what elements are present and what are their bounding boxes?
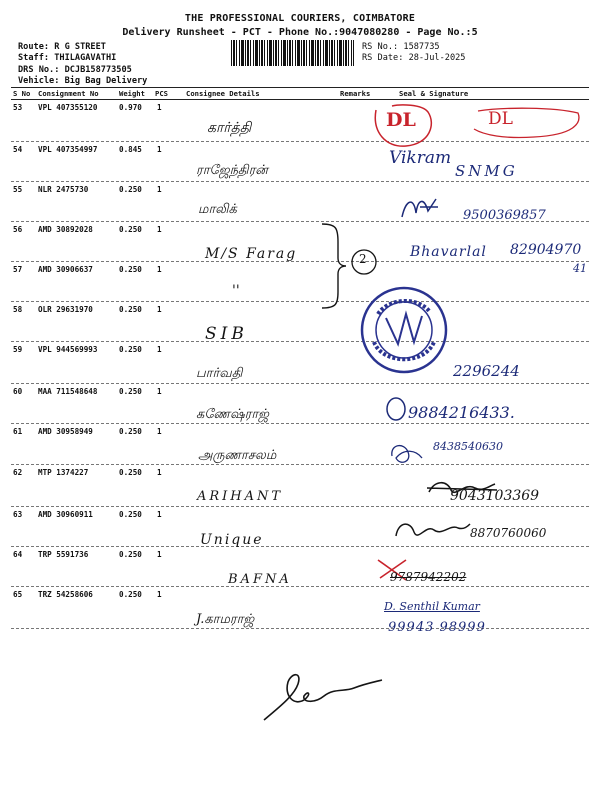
staff-label: Staff: THILAGAVATHI (18, 53, 117, 63)
rs-date: RS Date: 28-Jul-2025 (362, 53, 466, 63)
consignee-hw-60: கணேஷ்ராஜ் (196, 407, 269, 422)
row-pcs: 1 (157, 468, 162, 477)
consignee-hw-54: ராஜேந்திரன் (196, 163, 268, 178)
row-pcs: 1 (157, 510, 162, 519)
col-consignment: Consignment No (38, 89, 99, 98)
row-separator (11, 628, 589, 629)
runsheet-barcode (231, 40, 354, 66)
row-sno: 54 (13, 145, 23, 154)
row-pcs: 1 (157, 427, 162, 436)
phone-59: 2296244 (453, 362, 520, 380)
phone-63: 8870760060 (470, 526, 547, 540)
consignee-hw-55: மாலிக் (198, 202, 237, 217)
row-consignment-no: OLR 29631970 (38, 305, 93, 314)
runsheet-subtitle: Delivery Runsheet - PCT - Phone No.:9047080280 - Page No.:5 (122, 27, 478, 38)
row-separator (11, 546, 589, 547)
row-weight: 0.250 (119, 185, 142, 194)
phone-55: 9500369857 (463, 208, 546, 223)
circled-number: 2 (359, 252, 367, 266)
phone-64: 9787942202 (390, 570, 467, 584)
phone-62: 9043103369 (450, 488, 540, 504)
row-separator (11, 423, 589, 424)
row-weight: 0.250 (119, 590, 142, 599)
row-pcs: 1 (157, 550, 162, 559)
row-consignment-no: AMD 30892028 (38, 225, 93, 234)
dl-stroke-mark (464, 103, 584, 143)
row-pcs: 1 (157, 305, 162, 314)
row-separator (11, 464, 589, 465)
consignee-hw-62: ARIHANT (197, 489, 284, 504)
table-top-rule (11, 87, 589, 88)
consignee-hw-59: பார்வதி (196, 366, 243, 381)
name-65: D. Senthil Kumar (384, 600, 480, 613)
phone-60: 9884216433. (408, 403, 515, 422)
row-pcs: 1 (157, 103, 162, 112)
row-pcs: 1 (157, 590, 162, 599)
row-sno: 53 (13, 103, 23, 112)
row-weight: 0.250 (119, 265, 142, 274)
signature-63 (392, 514, 472, 548)
row-pcs: 1 (157, 185, 162, 194)
row-weight: 0.250 (119, 550, 142, 559)
row-separator (11, 301, 589, 302)
consignee-hw-53: கார்த்தி (207, 120, 252, 136)
name-56: Bhavarlal (410, 244, 487, 260)
row-sno: 62 (13, 468, 23, 477)
row-sno: 58 (13, 305, 23, 314)
row-consignment-no: TRP 5591736 (38, 550, 89, 559)
row-separator (11, 383, 589, 384)
row-sno: 64 (13, 550, 23, 559)
signature-55 (398, 193, 440, 223)
col-pcs: PCS (155, 89, 168, 98)
signature-54-name: Vikram (389, 148, 452, 168)
circled-mark-60 (384, 395, 408, 423)
row-weight: 0.250 (119, 510, 142, 519)
dl-text: DL (488, 109, 513, 129)
row-consignment-no: VPL 407355120 (38, 103, 98, 112)
row-consignment-no: AMD 30960911 (38, 510, 93, 519)
consignee-hw-63: Unique (200, 532, 264, 548)
consignee-hw-57: '' (232, 283, 240, 299)
row-sno: 59 (13, 345, 23, 354)
row-separator (11, 261, 589, 262)
row-sno: 65 (13, 590, 23, 599)
company-title: THE PROFESSIONAL COURIERS, COIMBATORE (184, 13, 416, 24)
row-consignment-no: MAA 711548648 (38, 387, 98, 396)
dl-circled-text: DL (386, 109, 416, 131)
row-consignment-no: TRZ 54258606 (38, 590, 93, 599)
row-sno: 57 (13, 265, 23, 274)
row-separator (11, 586, 589, 587)
col-weight: Weight (119, 89, 145, 98)
signature-54: SNMG (455, 162, 518, 180)
phone-61: 8438540630 (433, 440, 503, 453)
consignee-hw-56: M/S Farag (205, 246, 298, 262)
rs-number: RS No.: 1587735 (362, 42, 440, 52)
row-pcs: 1 (157, 145, 162, 154)
runsheet-bottom-signature (258, 666, 388, 726)
col-seal-signature: Seal & Signature (399, 89, 469, 98)
col-sno: S No (13, 89, 31, 98)
drs-number: DRS No.: DCJB158773505 (18, 65, 132, 75)
vehicle-label: Vehicle: Big Bag Delivery (18, 76, 148, 86)
route-label: Route: R G STREET (18, 42, 106, 52)
row-pcs: 1 (157, 265, 162, 274)
company-stamp (358, 284, 450, 376)
table-header-rule (11, 99, 589, 100)
row-consignment-no: NLR 2475730 (38, 185, 89, 194)
col-consignee: Consignee Details (186, 89, 260, 98)
row-pcs: 1 (157, 387, 162, 396)
brace-mark (318, 222, 348, 310)
row-weight: 0.250 (119, 345, 142, 354)
row-consignment-no: VPL 407354997 (38, 145, 98, 154)
signature-61 (386, 438, 426, 468)
row-pcs: 1 (157, 345, 162, 354)
row-pcs: 1 (157, 225, 162, 234)
consignee-hw-58: SIB (205, 324, 248, 344)
col-remarks: Remarks (340, 89, 371, 98)
row-weight: 0.250 (119, 427, 142, 436)
phone-56-end: 41 (573, 262, 587, 275)
consignee-hw-64: BAFNA (228, 572, 292, 587)
row-consignment-no: AMD 30958949 (38, 427, 93, 436)
row-sno: 63 (13, 510, 23, 519)
row-weight: 0.250 (119, 468, 142, 477)
row-sno: 60 (13, 387, 23, 396)
row-consignment-no: AMD 30906637 (38, 265, 93, 274)
row-separator (11, 506, 589, 507)
row-separator (11, 341, 589, 342)
phone-65: 99943 98999 (388, 620, 486, 635)
row-sno: 55 (13, 185, 23, 194)
row-consignment-no: VPL 944569993 (38, 345, 98, 354)
row-sno: 56 (13, 225, 23, 234)
row-weight: 0.250 (119, 305, 142, 314)
row-weight: 0.250 (119, 225, 142, 234)
consignee-hw-65: J.காமராஜ் (196, 612, 255, 627)
row-separator (11, 181, 589, 182)
phone-56: 82904970 (510, 242, 582, 258)
row-weight: 0.250 (119, 387, 142, 396)
consignee-hw-61: அருணாசலம் (198, 448, 277, 463)
row-consignment-no: MTP 1374227 (38, 468, 89, 477)
row-sno: 61 (13, 427, 23, 436)
row-weight: 0.970 (119, 103, 142, 112)
row-weight: 0.845 (119, 145, 142, 154)
